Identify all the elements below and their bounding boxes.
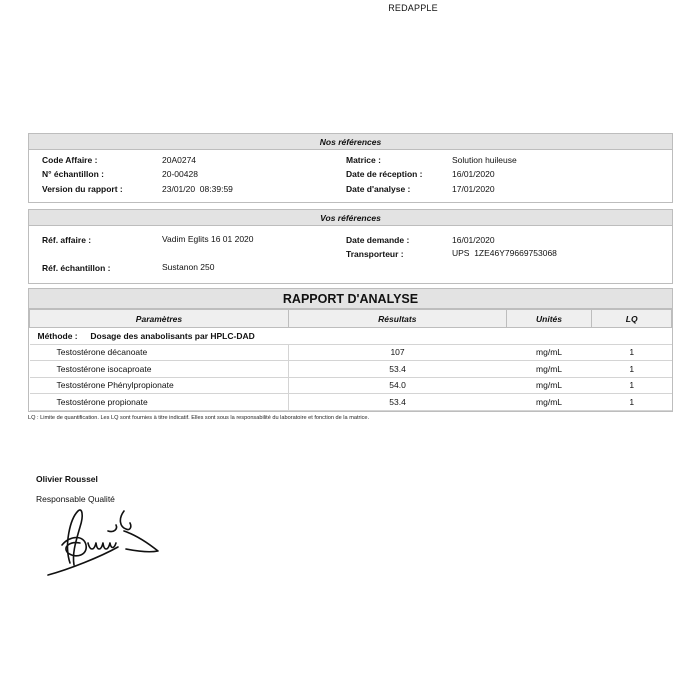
param-cell: Testostérone isocaproate (30, 361, 289, 378)
method-label: Méthode : (37, 330, 78, 341)
result-cell: 107 (288, 344, 506, 361)
param-cell: Testostérone propionate (30, 394, 289, 411)
code-affaire-label: Code Affaire : (42, 155, 98, 165)
unit-cell: mg/mL (506, 344, 592, 361)
nos-references-title: Nos références (29, 134, 672, 150)
signature-image (40, 505, 170, 583)
col-header-unites: Unités (506, 310, 592, 328)
vos-references-section (28, 209, 673, 284)
analyse-value: 17/01/2020 (452, 184, 495, 194)
lq-cell: 1 (592, 344, 672, 361)
rapport-title: RAPPORT D'ANALYSE (29, 289, 672, 309)
unit-cell: mg/mL (506, 377, 592, 394)
method-value: Dosage des anabolisants par HPLC-DAD (90, 330, 255, 341)
analyse-label: Date d'analyse : (346, 184, 411, 194)
ref-affaire-value: Vadim Eglits 16 01 2020 (162, 234, 254, 244)
company-name: REDAPPLE (388, 3, 438, 13)
unit-cell: mg/mL (506, 394, 592, 411)
results-table (29, 309, 672, 411)
version-value: 23/01/20 08:39:59 (162, 184, 233, 194)
lq-cell: 1 (592, 394, 672, 411)
result-cell: 53.4 (288, 394, 506, 411)
signatory-role: Responsable Qualité (36, 494, 115, 504)
reception-value: 16/01/2020 (452, 169, 495, 179)
result-cell: 53.4 (288, 361, 506, 378)
vos-references-title: Vos références (29, 210, 672, 226)
param-cell: Testostérone Phénylpropionate (30, 377, 289, 394)
version-label: Version du rapport : (42, 184, 123, 194)
lq-cell: 1 (592, 361, 672, 378)
date-demande-label: Date demande : (346, 235, 410, 245)
rapport-section (28, 288, 673, 412)
reception-label: Date de réception : (346, 169, 423, 179)
signatory-name: Olivier Roussel (36, 474, 98, 484)
transporteur-value: UPS 1ZE46Y79669753068 (452, 248, 557, 258)
echantillon-label: N° échantillon : (42, 169, 104, 179)
result-cell: 54.0 (288, 377, 506, 394)
table-row (30, 344, 672, 361)
table-row (30, 394, 672, 411)
footnote: LQ : Limite de quantification. Les LQ sont fournies à titre indicatif. Elles sont sous la responsabilité du laboratoire et fonction de la matrice. (28, 415, 370, 421)
method-row (30, 328, 672, 345)
echantillon-value: 20-00428 (162, 169, 198, 179)
param-cell: Testostérone décanoate (30, 344, 289, 361)
ref-echantillon-value: Sustanon 250 (162, 262, 215, 272)
date-demande-value: 16/01/2020 (452, 235, 495, 245)
table-row (30, 361, 672, 378)
matrice-label: Matrice : (346, 155, 381, 165)
ref-affaire-label: Réf. affaire : (42, 235, 92, 245)
col-header-parametres: Paramètres (30, 310, 289, 328)
lq-cell: 1 (592, 377, 672, 394)
results-header-row (30, 310, 672, 328)
method-cell (30, 328, 672, 345)
code-affaire-value: 20A0274 (162, 155, 197, 165)
col-header-lq: LQ (592, 310, 672, 328)
transporteur-label: Transporteur : (346, 249, 404, 259)
unit-cell: mg/mL (506, 361, 592, 378)
table-row (30, 377, 672, 394)
ref-echantillon-label: Réf. échantillon : (42, 263, 111, 273)
nos-references-section (28, 133, 673, 203)
matrice-value: Solution huileuse (452, 155, 517, 165)
col-header-resultats: Résultats (288, 310, 506, 328)
